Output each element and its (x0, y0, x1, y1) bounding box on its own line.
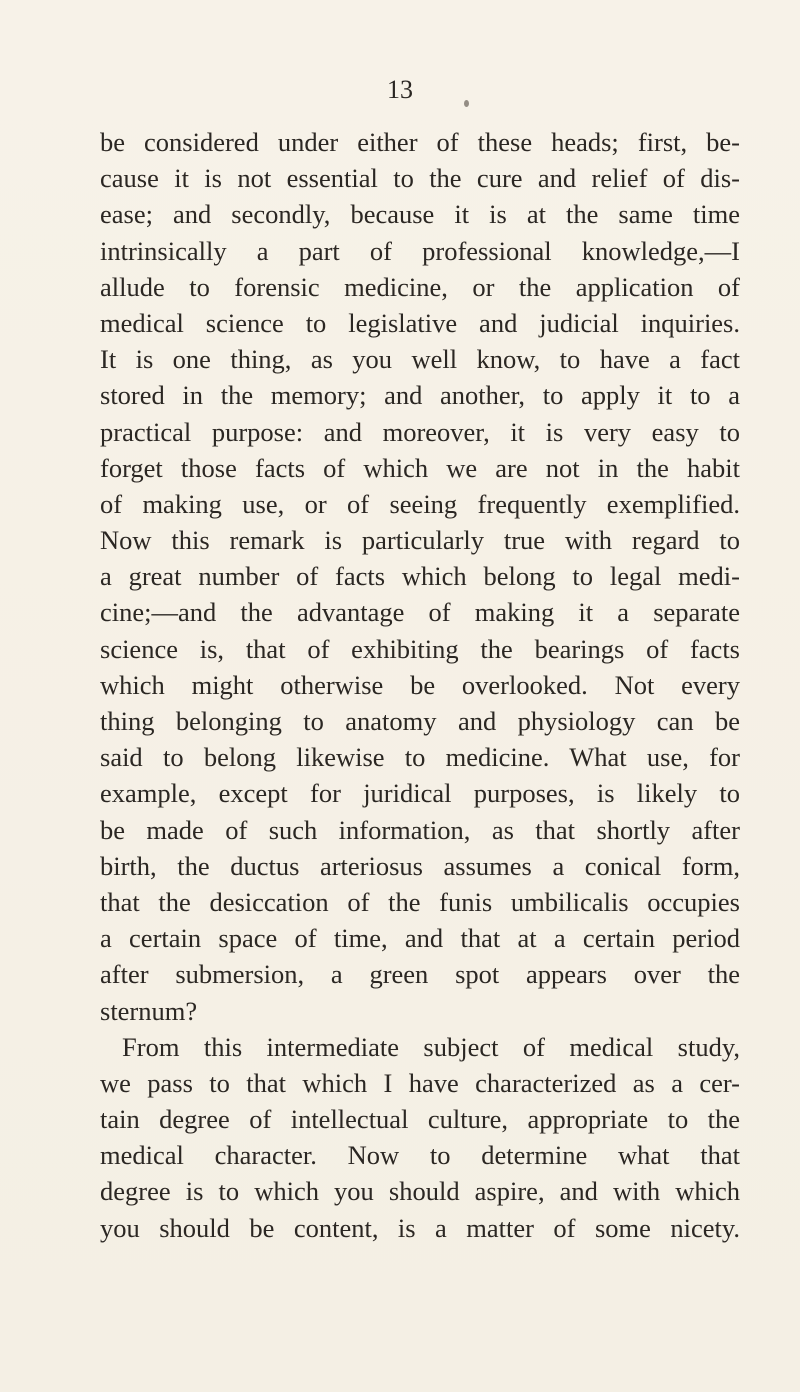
text-line: a certain space of time, and that at a certain period (100, 923, 740, 954)
text-line: medical science to legislative and judicial inquiries. (100, 307, 740, 338)
text-line: a great number of facts which belong to legal medi- (100, 561, 740, 592)
paragraph-start-line: From this intermediate subject of medical study, (122, 1031, 740, 1062)
text-line: cine;—and the advantage of making it a separate (100, 597, 740, 628)
text-line: birth, the ductus arteriosus assumes a conical form, (100, 850, 740, 881)
text-line: degree is to which you should aspire, and with which (100, 1176, 740, 1207)
text-line: medical character. Now to determine what that (100, 1140, 740, 1171)
page-number: 13 (387, 75, 413, 104)
text-line: after submersion, a green spot appears over the (100, 959, 740, 990)
text-line: practical purpose: and moreover, it is very easy to (100, 416, 740, 447)
text-line: you should be content, is a matter of some nicety. (100, 1212, 740, 1243)
text-line: ease; and secondly, because it is at the same time (100, 199, 740, 230)
body-text (100, 124, 740, 1246)
text-line: science is, that of exhibiting the bearings of facts (100, 633, 740, 664)
paragraph-end-line: sternum? (100, 995, 198, 1026)
text-line: It is one thing, as you well know, to have a fact (100, 344, 740, 375)
text-line: stored in the memory; and another, to apply it to a (100, 380, 740, 411)
text-line: which might otherwise be overlooked. Not every (100, 669, 740, 700)
text-line: forget those facts of which we are not in the habit (100, 452, 740, 483)
text-line: thing belonging to anatomy and physiology can be (100, 706, 740, 736)
text-line: of making use, or of seeing frequently exemplified. (100, 488, 740, 519)
ink-speck (464, 100, 469, 107)
text-line: be considered under either of these heads; first, be- (100, 127, 740, 157)
text-line: intrinsically a part of professional knowledge,—I (100, 235, 740, 266)
text-line: tain degree of intellectual culture, appropriate to the (100, 1104, 740, 1135)
text-line: allude to forensic medicine, or the application of (100, 271, 740, 302)
text-line: said to belong likewise to medicine. What use, for (100, 742, 740, 773)
text-line: example, except for juridical purposes, is likely to (100, 778, 740, 809)
text-line: that the desiccation of the funis umbilicalis occupies (100, 886, 740, 917)
text-line: Now this remark is particularly true with regard to (100, 525, 740, 556)
text-line: be made of such information, as that shortly after (100, 814, 740, 845)
text-line: cause it is not essential to the cure and relief of dis- (100, 163, 740, 194)
text-line: we pass to that which I have characterized as a cer- (100, 1067, 740, 1098)
